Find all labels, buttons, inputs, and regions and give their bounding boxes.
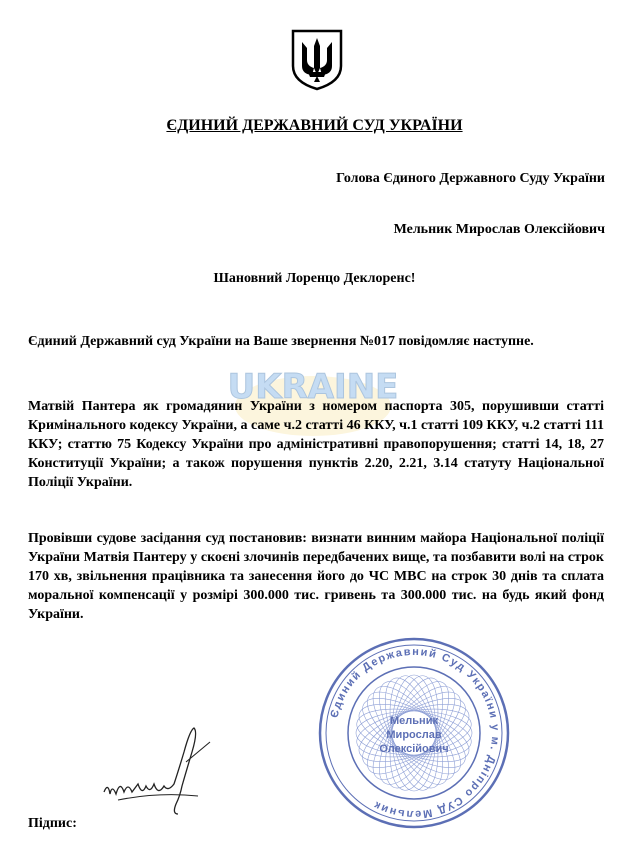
handwritten-signature xyxy=(98,722,218,822)
stamp-name-line: Олексійович xyxy=(379,743,449,755)
addressee-name: Мельник Мирослав Олексійович xyxy=(393,222,605,237)
stamp-ring-text: Єдиний Державний Суд України у м. Дніпро СУД Мельник xyxy=(328,645,502,821)
coat-of-arms-icon xyxy=(290,28,344,92)
greeting: Шановний Лоренцо Деклоренс! xyxy=(213,271,416,286)
paragraph-verdict: Провівши судове засідання суд постановив: визнати винним майора Національної поліції України Матвія Пантеру у скоєні злочинів передбачених вище, та позбавити волі на строк 170 хв, звільнення працівника та занесення його до ЧС МВС на строк 30 днів та сплата моральної компенсації у розмірі 300.000 тис. гривень та 300.000 тис. на будь який фонд України. xyxy=(28,531,604,622)
addressee-role: Голова Єдиного Державного Суду України xyxy=(336,171,605,186)
document-title: ЄДИНИЙ ДЕРЖАВНИЙ СУД УКРАЇНИ xyxy=(166,117,463,134)
stamp-name-line: Мирослав xyxy=(386,729,442,741)
paragraph-violations: Матвій Пантера як громадянин України з номером паспорта 305, порушивши статті Кримінального кодексу України, а саме ч.2 статті 46 ККУ, ч.1 статті 109 ККУ, ч.2 статті 111 ККУ; статтю 75 Кодексу України про адміністративні правопорушення; статті 14, 18, 27 Конституції України; а також порушення пунктів 2.20, 2.21, 3.14 статуту Національної Поліції України. xyxy=(28,399,604,490)
stamp-name-line: Мельник xyxy=(390,715,438,727)
watermark-text: UKRAINE xyxy=(227,367,399,407)
intro-paragraph: Єдиний Державний суд України на Ваше звернення №017 повідомляє наступне. xyxy=(28,334,534,349)
court-stamp xyxy=(318,637,510,829)
signature-label: Підпис: xyxy=(28,816,77,831)
